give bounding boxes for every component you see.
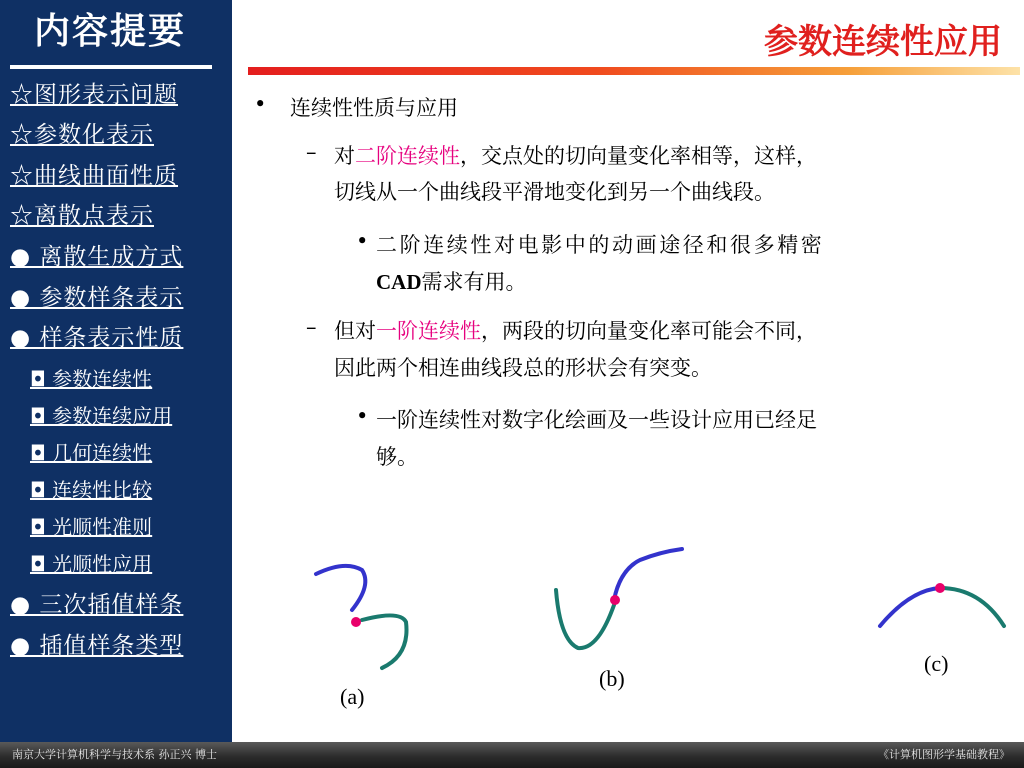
sub-bullet-marker: • — [356, 229, 369, 253]
footer-book-title: 《计算机图形学基础教程》 — [878, 748, 1010, 761]
nav-subitem-continuity-application[interactable]: ◘ 参数连续应用 — [30, 404, 173, 428]
figure-c-joint-point — [935, 583, 945, 593]
second-order-text-line2: 切线从一个曲线段平滑地变化到另一个曲线段。 — [334, 180, 775, 204]
nav-subitem-fairness-application[interactable]: ◘ 光顺性应用 — [30, 552, 153, 576]
page-title: 参数连续性应用 — [764, 22, 1002, 62]
nav-item-spline-properties[interactable]: ● 样条表示性质 — [10, 325, 184, 351]
figure-a-joint-point — [351, 617, 361, 627]
figure-a-curve-upper — [316, 566, 365, 610]
first-order-usage-line1: 一阶连续性对数字化绘画及一些设计应用已经足 — [376, 408, 817, 432]
nav-item-parametric-representation[interactable]: ☆参数化表示 — [10, 122, 154, 148]
highlight-second-order: 二阶连续性 — [355, 144, 460, 168]
first-order-usage-line2: 够。 — [376, 445, 418, 469]
highlight-first-order: 一阶连续性 — [376, 319, 481, 343]
figure-b-joint-point — [610, 595, 620, 605]
second-order-usage-line1: 二阶连续性对电影中的动画途径和很多精密 — [376, 233, 825, 257]
figure-b-curve-right — [614, 549, 682, 600]
sidebar-title: 内容提要 — [34, 11, 187, 52]
second-order-text-line1: 对二阶连续性，交点处的切向量变化率相等，这样， — [334, 144, 817, 168]
figure-b-curve-left — [556, 590, 614, 648]
nav-subitem-fairness-criteria[interactable]: ◘ 光顺性准则 — [30, 515, 153, 539]
dash-marker: – — [306, 140, 317, 164]
figure-b-caption: (b) — [599, 666, 625, 691]
figure-c-curve-left — [880, 588, 940, 626]
first-order-text-line1: 但对一阶连续性，两段的切向量变化率可能会不同， — [334, 319, 817, 343]
nav-item-parametric-spline[interactable]: ● 参数样条表示 — [10, 285, 184, 311]
nav-item-discrete-generation[interactable]: ● 离散生成方式 — [10, 244, 184, 270]
footer-author: 南京大学计算机科学与技术系 孙正兴 博士 — [12, 748, 217, 761]
bullet-marker: • — [254, 92, 267, 116]
nav-item-cubic-interpolation[interactable]: ● 三次插值样条 — [10, 592, 184, 618]
nav-item-discrete-points[interactable]: ☆离散点表示 — [10, 203, 154, 229]
figure-c-caption: (c) — [924, 651, 949, 676]
second-order-usage-line2: CAD需求有用。 — [376, 270, 527, 294]
bullet-continuity-heading: 连续性性质与应用 — [290, 96, 458, 120]
footer-bar — [0, 742, 1024, 768]
figure-a-caption: (a) — [340, 684, 365, 709]
nav-item-interpolation-types[interactable]: ● 插值样条类型 — [10, 633, 184, 659]
nav-subitem-continuity-comparison[interactable]: ◘ 连续性比较 — [30, 478, 153, 502]
figure-a-curve-lower — [362, 615, 407, 668]
nav-item-graphics-representation[interactable]: ☆图形表示问题 — [10, 82, 178, 108]
first-order-text-line2: 因此两个相连曲线段总的形状会有突变。 — [334, 356, 712, 380]
dash-marker: – — [306, 315, 317, 339]
nav-item-curve-surface-properties[interactable]: ☆曲线曲面性质 — [10, 163, 178, 189]
nav-subitem-geometric-continuity[interactable]: ◘ 几何连续性 — [30, 441, 153, 465]
figure-c-curve-right — [940, 588, 1004, 626]
sub-bullet-marker: • — [356, 404, 369, 428]
nav-subitem-parametric-continuity[interactable]: ◘ 参数连续性 — [30, 367, 153, 391]
